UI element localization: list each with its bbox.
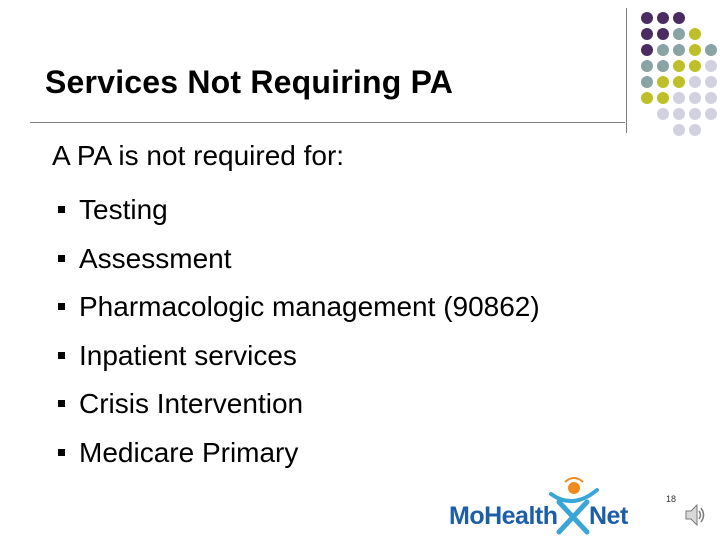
- slide-title: Services Not Requiring PA: [45, 64, 454, 100]
- title-divider: [30, 122, 625, 123]
- bullet-text: Testing: [79, 194, 168, 225]
- square-bullet-icon: [58, 352, 65, 359]
- logo-text-net: Net: [589, 502, 628, 530]
- bullet-text: Assessment: [79, 242, 232, 274]
- logo-text-mohealth: MoHealth: [449, 502, 558, 530]
- square-bullet-icon: [58, 400, 65, 407]
- square-bullet-icon: [58, 449, 65, 456]
- square-bullet-icon: [58, 255, 65, 262]
- slide-number: 18: [666, 494, 677, 504]
- bullet-text: Pharmacologic management (90862): [79, 291, 540, 323]
- square-bullet-icon: [58, 206, 65, 213]
- square-bullet-icon: [58, 303, 65, 310]
- mohealthnet-logo: [447, 476, 662, 536]
- vertical-divider: [626, 8, 627, 133]
- bullet-text: Inpatient services: [79, 339, 297, 371]
- speaker-icon[interactable]: [684, 502, 706, 528]
- bullet-text: Medicare Primary: [79, 436, 299, 468]
- bullet-text: Crisis Intervention: [79, 388, 304, 420]
- dot-grid-decoration: [637, 10, 719, 140]
- intro-text: A PA is not required for:: [52, 140, 345, 171]
